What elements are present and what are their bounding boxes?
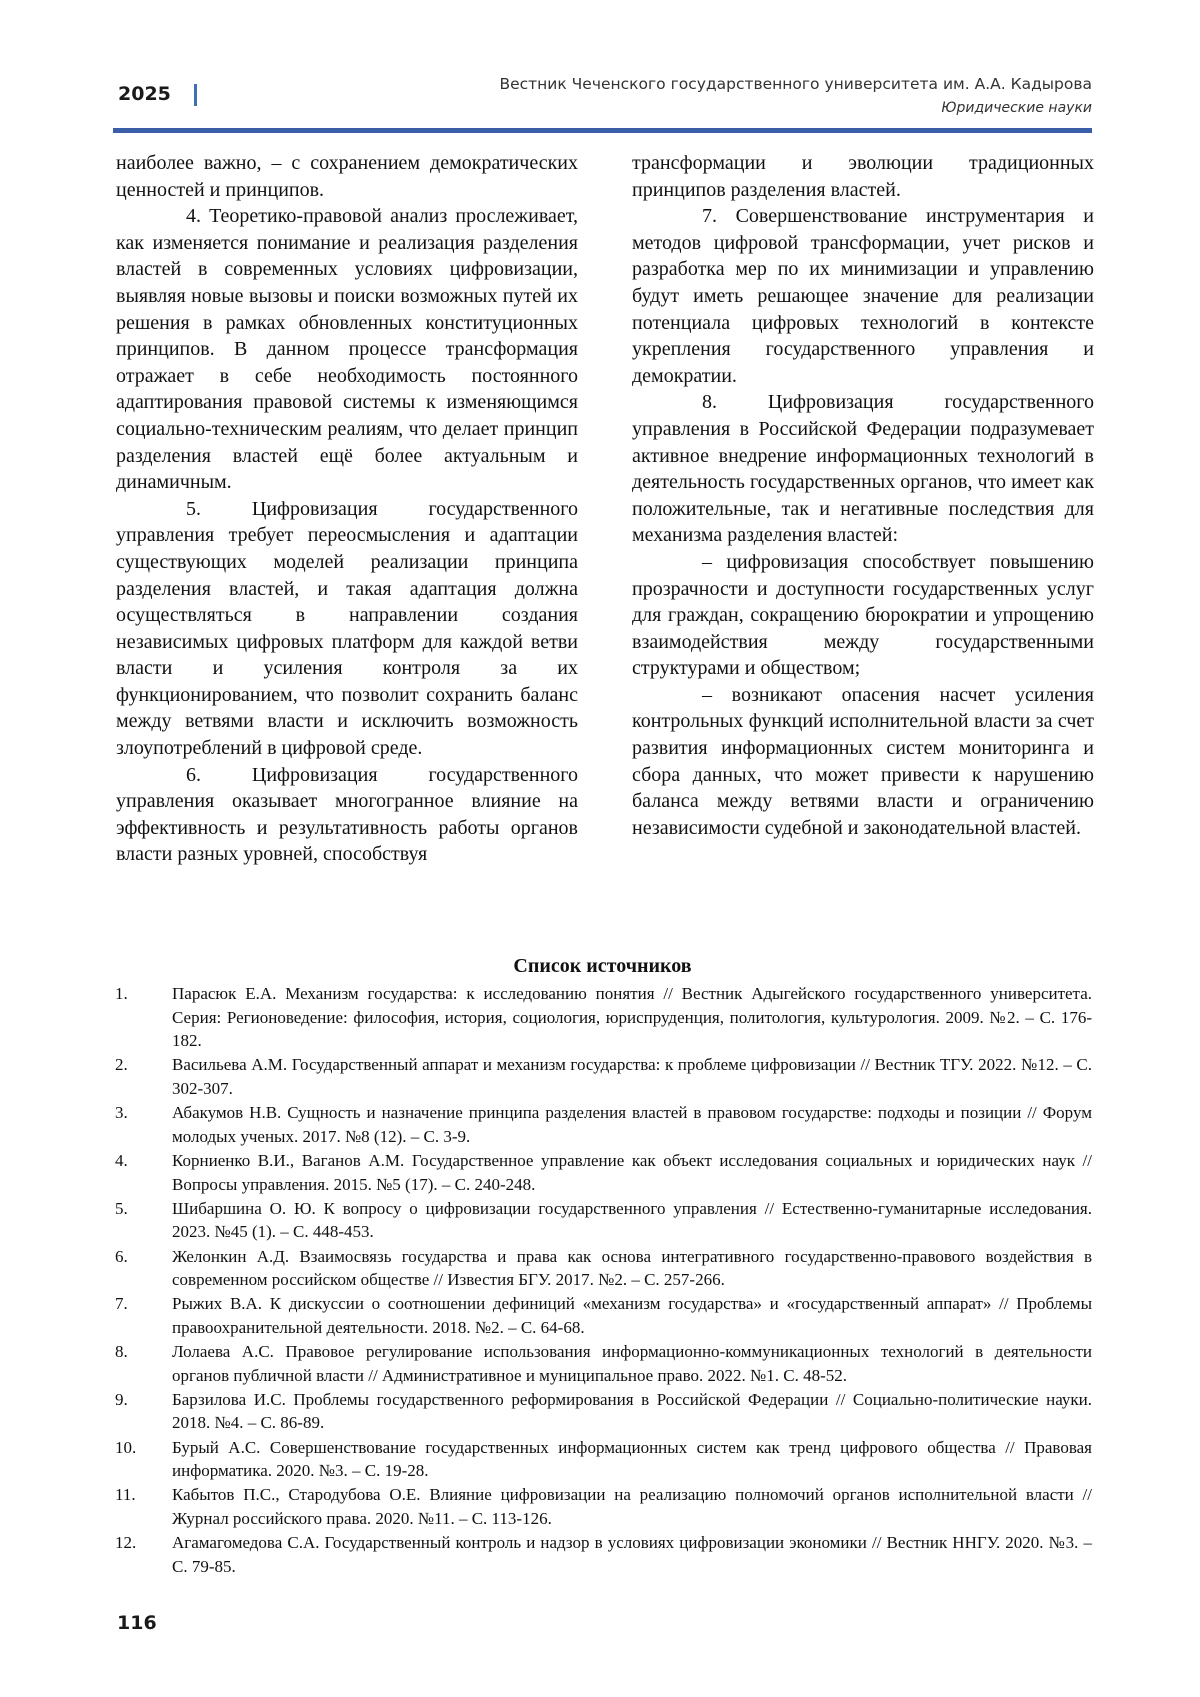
reference-text: Бурый А.С. Совершенствование государственных информационных систем как тренд цифрового общества // Правовая информатика. 2020. №3. – С. 19-28. bbox=[172, 1438, 1092, 1481]
reference-number: 8. bbox=[115, 1340, 128, 1364]
reference-text: Васильева А.М. Государственный аппарат и механизм государства: к проблеме цифровизации // Вестник ТГУ. 2022. №12. – С. 302-307. bbox=[172, 1055, 1092, 1098]
reference-text: Кабытов П.С., Стародубова О.Е. Влияние цифровизации на реализацию полномочий органов исполнительной власти // Журнал российского права. 2020. №11. – С. 113-126. bbox=[172, 1485, 1092, 1528]
paragraph: 4. Теоретико-правовой анализ прослеживает, как изменяется понимание и реализация разделения властей в современных условиях цифровизации, выявляя новые вызовы и поиски возможных путей их решения в рамках обновленных конституционных принципов. В данном процессе трансформация отражает в себе необходимость постоянного адаптирования правовой системы к изменяющимся социально-техническим реалиям, что делает принцип разделения властей ещё более актуальным и динамичным. bbox=[116, 203, 578, 496]
paragraph: 8. Цифровизация государственного управления в Российской Федерации подразумевает активное внедрение информационных технологий в деятельность государственных органов, что имеет как положительные, так и негативные последствия для механизма разделения властей: bbox=[632, 389, 1094, 549]
reference-item bbox=[115, 1436, 1092, 1483]
reference-item bbox=[115, 1197, 1092, 1244]
reference-text: Лолаева А.С. Правовое регулирование использования информационно-коммуникационных технологий в деятельности органов публичной власти // Административное и муниципальное право. 2022. №1. С. 48-52. bbox=[172, 1342, 1092, 1385]
reference-number: 6. bbox=[115, 1245, 128, 1269]
paragraph: трансформации и эволюции традиционных принципов разделения властей. bbox=[632, 150, 1094, 203]
reference-text: Парасюк Е.А. Механизм государства: к исследованию понятия // Вестник Адыгейского государственного университета. Серия: Регионоведение: философия, история, социология, юриспруденция, политология, культурология. 2009. №2. – С. 176-182. bbox=[172, 984, 1092, 1050]
reference-text: Рыжих В.А. К дискуссии о соотношении дефиниций «механизм государства» и «государственный аппарат» // Проблемы правоохранительной деятельности. 2018. №2. – С. 64-68. bbox=[172, 1294, 1092, 1337]
journal-page bbox=[0, 0, 1200, 1697]
reference-number: 10. bbox=[115, 1436, 136, 1460]
reference-number: 1. bbox=[115, 982, 128, 1006]
reference-text: Барзилова И.С. Проблемы государственного реформирования в Российской Федерации // Социально-политические науки. 2018. №4. – С. 86-89. bbox=[172, 1390, 1092, 1433]
reference-item bbox=[115, 1531, 1092, 1578]
reference-text: Шибаршина О. Ю. К вопросу о цифровизации государственного управления // Естественно-гуманитарные исследования. 2023. №45 (1). – С. 448-453. bbox=[172, 1199, 1092, 1242]
reference-item bbox=[115, 1483, 1092, 1530]
references-list bbox=[115, 982, 1092, 1579]
reference-item bbox=[115, 1340, 1092, 1387]
reference-number: 9. bbox=[115, 1388, 128, 1412]
reference-number: 3. bbox=[115, 1101, 128, 1125]
paragraph: – цифровизация способствует повышению прозрачности и доступности государственных услуг для граждан, сокращению бюрократии и упрощению взаимодействия между государственными структурами и обществом; bbox=[632, 549, 1094, 682]
header-separator bbox=[194, 84, 197, 106]
reference-number: 7. bbox=[115, 1292, 128, 1316]
reference-number: 12. bbox=[115, 1531, 136, 1555]
reference-text: Корниенко В.И., Ваганов А.М. Государственное управление как объект исследования социальных и юридических наук // Вопросы управления. 2015. №5 (17). – С. 240-248. bbox=[172, 1151, 1092, 1194]
paragraph: наиболее важно, – с сохранением демократических ценностей и принципов. bbox=[116, 150, 578, 203]
body-column-right bbox=[632, 150, 1094, 841]
reference-item bbox=[115, 1245, 1092, 1292]
header-year: 2025 bbox=[118, 83, 171, 105]
reference-number: 4. bbox=[115, 1149, 128, 1173]
reference-text: Желонкин А.Д. Взаимосвязь государства и права как основа интегративного государственно-правового воздействия в современном российском обществе // Известия БГУ. 2017. №2. – С. 257-266. bbox=[172, 1247, 1092, 1290]
reference-item bbox=[115, 1101, 1092, 1148]
paragraph: 5. Цифровизация государственного управления требует переосмысления и адаптации существующих моделей реализации принципа разделения властей, и такая адаптация должна осуществляться в направлении создания независимых цифровых платформ для каждой ветви власти и усиления контроля за их функционированием, что позволит сохранить баланс между ветвями власти и исключить возможность злоупотреблений в цифровой среде. bbox=[116, 496, 578, 762]
paragraph: 7. Совершенствование инструментария и методов цифровой трансформации, учет рисков и разработка мер по их минимизации и управлению будут иметь решающее значение для реализации потенциала цифровых технологий в контексте укрепления государственного управления и демократии. bbox=[632, 203, 1094, 389]
body-column-left bbox=[116, 150, 578, 868]
page-number: 116 bbox=[117, 1612, 157, 1634]
reference-item bbox=[115, 1149, 1092, 1196]
reference-number: 11. bbox=[115, 1483, 136, 1507]
header-journal-title: Вестник Чеченского государственного университета им. А.А. Кадырова bbox=[499, 75, 1092, 93]
paragraph: 6. Цифровизация государственного управления оказывает многогранное влияние на эффективность и результативность работы органов власти разных уровней, способствуя bbox=[116, 762, 578, 868]
reference-item bbox=[115, 982, 1092, 1053]
references-title: Список источников bbox=[113, 955, 1092, 978]
reference-number: 5. bbox=[115, 1197, 128, 1221]
reference-number: 2. bbox=[115, 1053, 128, 1077]
header-section: Юридические науки bbox=[941, 100, 1092, 116]
paragraph: – возникают опасения насчет усиления контрольных функций исполнительной власти за счет развития информационных систем мониторинга и сбора данных, что может привести к нарушению баланса между ветвями власти и ограничению независимости судебной и законодательной властей. bbox=[632, 682, 1094, 842]
reference-text: Абакумов Н.В. Сущность и назначение принципа разделения властей в правовом государстве: подходы и позиции // Форум молодых ученых. 2017. №8 (12). – С. 3-9. bbox=[172, 1103, 1092, 1146]
reference-item bbox=[115, 1053, 1092, 1100]
reference-item bbox=[115, 1388, 1092, 1435]
reference-item bbox=[115, 1292, 1092, 1339]
reference-text: Агамагомедова С.А. Государственный контроль и надзор в условиях цифровизации экономики // Вестник ННГУ. 2020. №3. – С. 79-85. bbox=[172, 1533, 1092, 1576]
header-rule bbox=[113, 128, 1092, 133]
